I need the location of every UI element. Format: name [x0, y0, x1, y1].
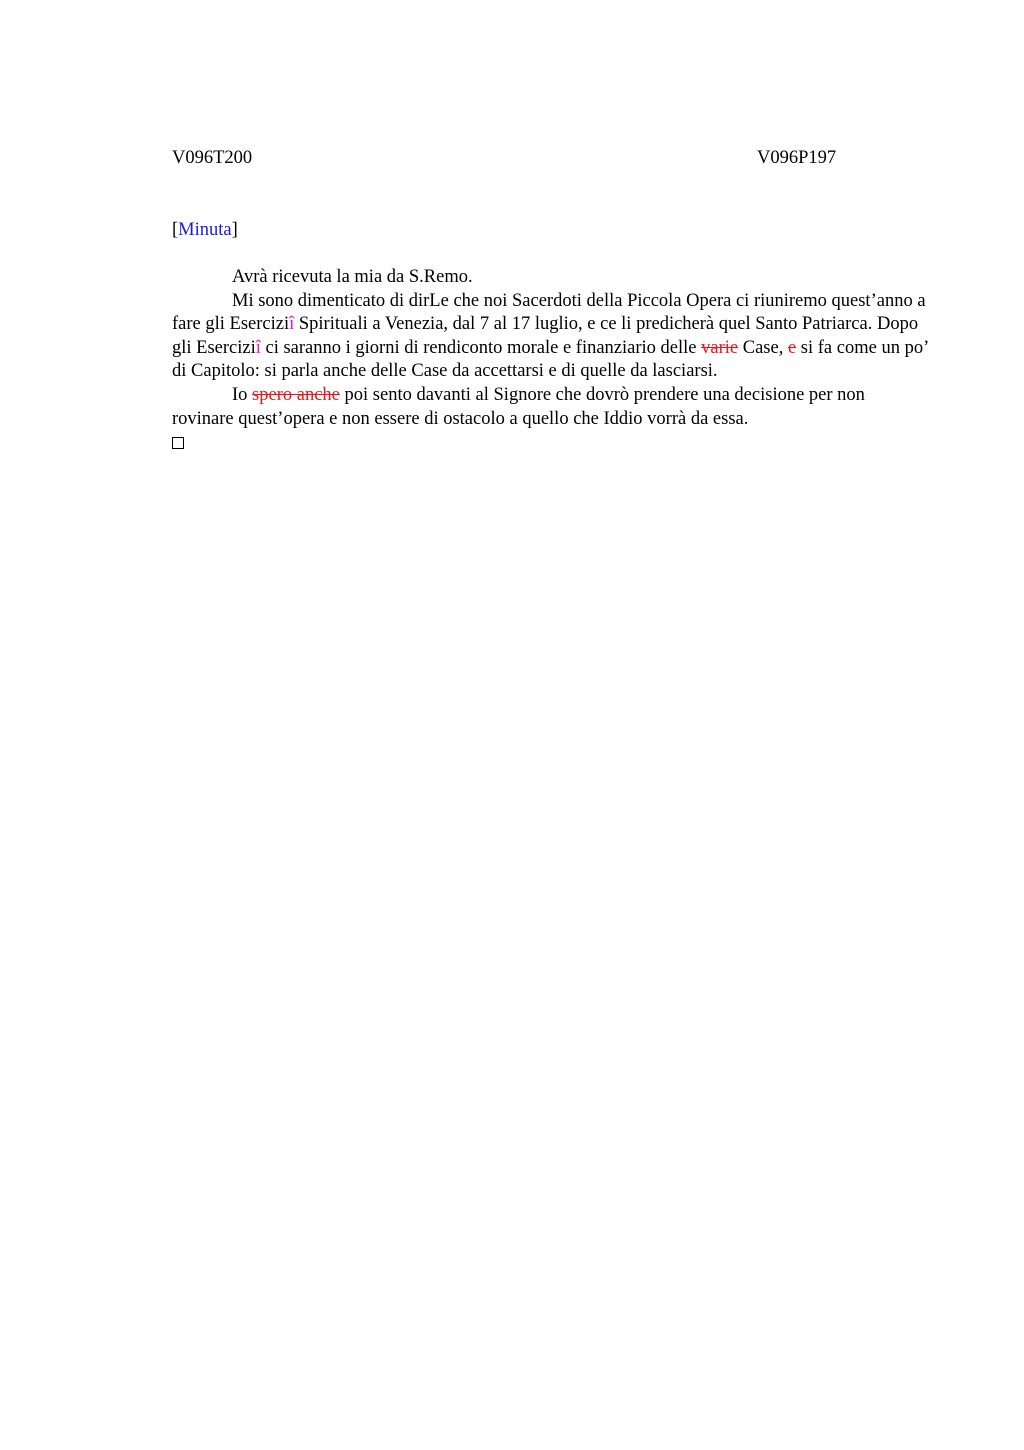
square-outline-icon [172, 437, 184, 449]
paragraph-3 [172, 384, 930, 431]
deleted-phrase-1: spero anche [252, 384, 340, 405]
close-bracket: ] [231, 220, 238, 240]
paragraph-3-text-1: Io [232, 384, 253, 405]
draft-note [172, 218, 930, 242]
paragraph-1-text: Avrà ricevuta la mia da S.Remo. [232, 267, 473, 287]
document-header [172, 146, 930, 170]
accent-mark-1: î [289, 314, 295, 335]
accent-mark-2: î [255, 337, 261, 358]
paragraph-2-text-3: ci saranno i giorni di rendiconto morale e finanziario delle [260, 337, 702, 358]
page-code-right: V096P197 [757, 148, 837, 168]
deleted-word-1: varie [701, 337, 739, 358]
open-bracket: [ [172, 220, 179, 240]
deleted-word-2: e [787, 337, 797, 358]
paragraph-2-text-2: Spirituali a Venezia, dal 7 al 17 luglio, e ce li predicherà quel Santo Patriarca. Dopo gli Esercizi [172, 314, 919, 358]
document-page [172, 146, 930, 449]
paragraph-3-text-2: poi sento davanti al Signore che dovrò prendere una decisione per non rovinare quest’opera e non essere di ostacolo a quello che Iddio vorrà da essa. [172, 384, 865, 429]
paragraph-2 [172, 290, 930, 384]
paragraph-2-text-1: Mi sono dimenticato di dirLe che noi Sacerdoti della Piccola Opera ci riuniremo quest’anno a fare gli Esercizi [172, 290, 926, 335]
document-code-left: V096T200 [172, 148, 253, 168]
paragraph-2-text-4: Case, [738, 337, 788, 358]
draft-label: Minuta [178, 220, 232, 240]
paragraph-2-text-5: si fa come un po’ di Capitolo: si parla anche delle Case da accettarsi e di quelle da lasciarsi. [172, 337, 928, 382]
letter-body [172, 266, 930, 449]
paragraph-1 [172, 266, 930, 290]
